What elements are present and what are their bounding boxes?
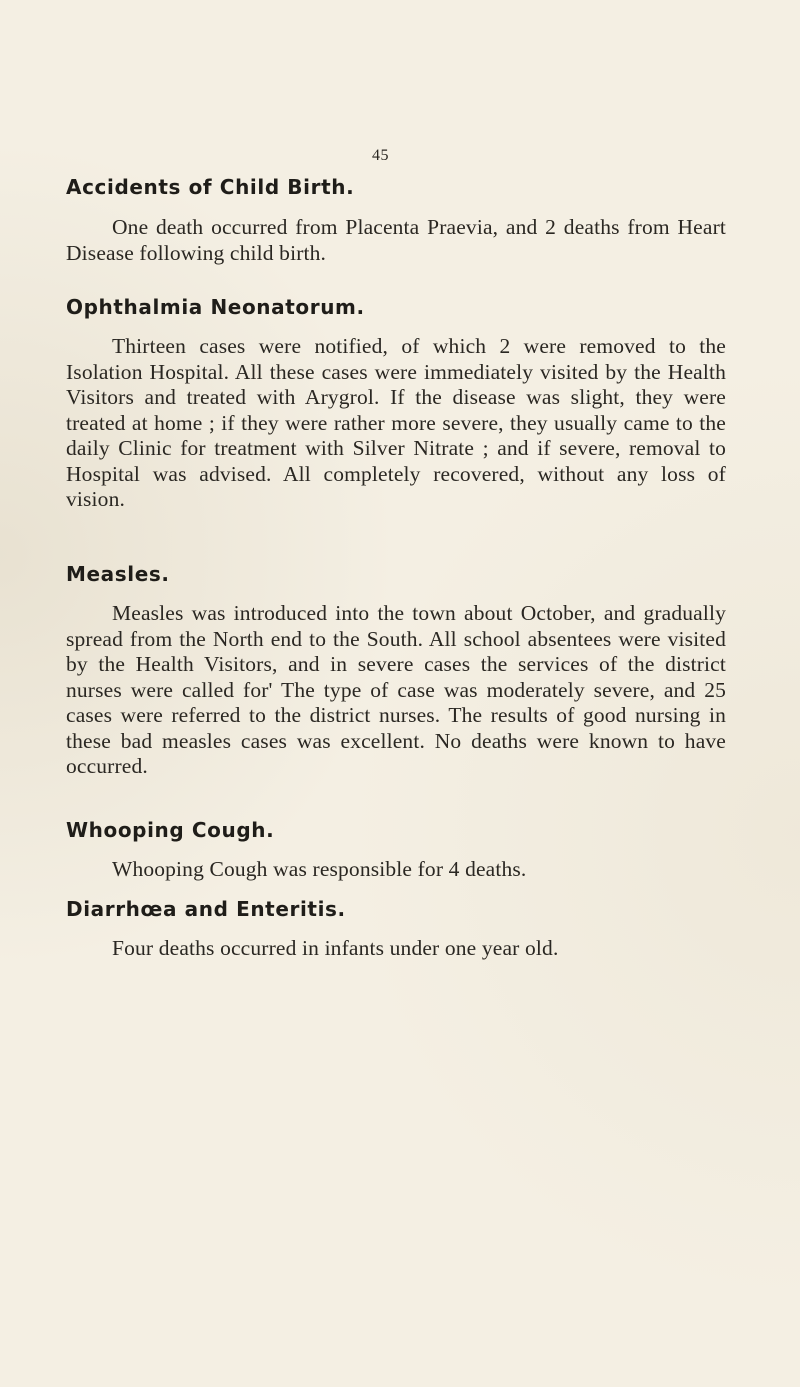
section-ophthalmia-neonatorum	[66, 295, 726, 513]
section-paragraph: Thirteen cases were notified, of which 2 were removed to the Isolation Hospital. All these cases were immediately visited by the Health Visitors and treated with Arygrol. If the disease was slight, they were treated at home ; if they were rather more severe, they usually came to the daily Clinic for treatment with Silver Nitrate ; and if severe, removal to Hospital was advised. All completely recovered, without any loss of vision.	[66, 334, 726, 511]
page-number: 45	[372, 147, 389, 164]
section-paragraph: Measles was introduced into the town about October, and gradually spread from the North end to the South. All school absentees were visited by the Health Visitors, and in severe cases the services of the district nurses were called for' The type of case was moderately severe, and 25 cases were referred to the district nurses. The results of good nursing in these bad measles cases was excellent. No deaths were known to have occurred.	[66, 601, 726, 778]
section-heading: Accidents of Child Birth.	[66, 175, 355, 199]
section-measles	[66, 562, 726, 780]
section-paragraph: One death occurred from Placenta Praevia, and 2 deaths from Heart Disease following child birth.	[66, 215, 726, 265]
section-whooping-cough	[66, 818, 726, 883]
section-heading: Whooping Cough.	[66, 818, 275, 842]
section-heading: Ophthalmia Neonatorum.	[66, 295, 365, 319]
section-paragraph: Four deaths occurred in infants under one year old.	[112, 936, 559, 960]
section-heading: Diarrhœa and Enteritis.	[66, 897, 346, 921]
section-accidents-of-child-birth	[66, 175, 726, 266]
section-heading: Measles.	[66, 562, 170, 586]
section-paragraph: Whooping Cough was responsible for 4 deaths.	[112, 857, 527, 881]
section-diarrhoea-and-enteritis	[66, 897, 726, 962]
